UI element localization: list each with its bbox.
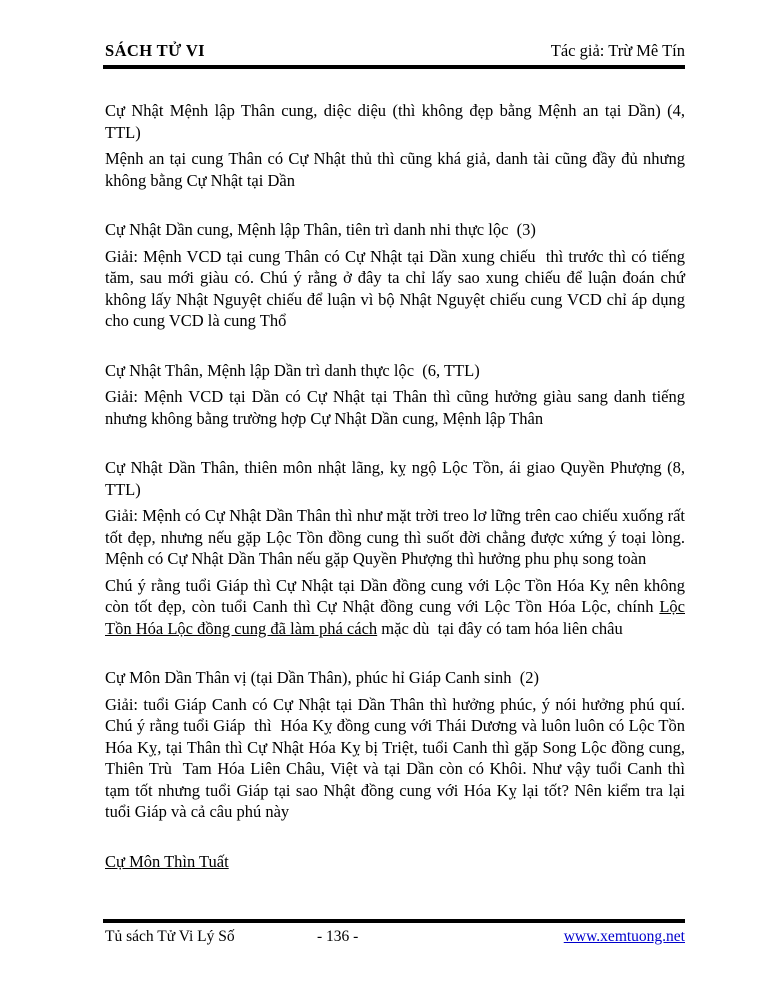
text-run: Chú ý rằng tuổi Giáp thì Cự Nhật tại Dần đồng cung với Lộc Tồn Hóa Kỵ nên không còn tốt đẹp, còn tuổi Canh thì Cự Nhật đồng cung với Lộc Tồn Hóa Lộc, chính	[105, 575, 685, 616]
text-run: Giải: Mệnh VCD tại cung Thân có Cự Nhật tại Dần xung chiếu thì trước thì có tiếng tăm, sau mới giàu có. Chú ý rằng ở đây ta chỉ lấy sao xung chiếu để luận đoán chứ không lấy Nhật Nguyệt chiếu để luận vì bộ Nhật Nguyệt chiếu cung VCD chỉ áp dụng cho cung VCD là cung Thổ	[105, 246, 685, 330]
underlined-phrase: Lộc Tồn Hóa Lộc đồng cung đã làm phá cách	[105, 597, 685, 638]
page-content	[105, 100, 685, 872]
text-section	[105, 457, 685, 639]
text-section	[105, 851, 685, 873]
text-section	[105, 360, 685, 430]
underlined-phrase: Cự Môn Thìn Tuất	[105, 851, 229, 871]
text-section	[105, 100, 685, 191]
paragraph	[105, 100, 685, 143]
paragraph	[105, 386, 685, 429]
header-book-title: SÁCH TỬ VI	[105, 41, 205, 60]
footer-rule	[103, 919, 685, 923]
paragraph	[105, 505, 685, 570]
page-header	[105, 40, 685, 61]
paragraph	[105, 360, 685, 382]
paragraph	[105, 246, 685, 332]
text-section	[105, 219, 685, 332]
text-run: Giải: tuổi Giáp Canh có Cự Nhật tại Dần Thân thì hưởng phúc, ý nói hưởng phú quí. Chú ý rằng tuổi Giáp thì Hóa Kỵ đồng cung với Thái Dương và luôn luôn có Lộc Tồn Hóa Kỵ, tại Thân thì Cự Nhật Hóa Kỵ bị Triệt, tuổi Canh thì gặp Song Lộc đồng cung, Thiên Trù Tam Hóa Liên Châu, Việt và tại Dần còn có Khôi. Như vậy tuổi Canh thì tạm tốt nhưng tuổi Giáp tại sao Nhật đồng cung với Hóa Kỵ lại tốt? Nên kiểm tra lại tuổi Giáp và cả câu phú này	[105, 694, 685, 821]
paragraph	[105, 851, 685, 873]
paragraph	[105, 148, 685, 191]
text-run: Cự Nhật Dần Thân, thiên môn nhật lãng, kỵ ngộ Lộc Tồn, ái giao Quyền Phượng (8, TTL)	[105, 458, 685, 499]
paragraph	[105, 457, 685, 500]
paragraph	[105, 667, 685, 689]
paragraph	[105, 575, 685, 640]
text-run: Giải: Mệnh VCD tại Dần có Cự Nhật tại Thân thì cũng hưởng giàu sang danh tiếng nhưng không bằng trường hợp Cự Nhật Dần cung, Mệnh lập Thân	[105, 387, 685, 428]
text-run: Giải: Mệnh có Cự Nhật Dần Thân thì như mặt trời treo lơ lững trên cao chiếu xuống rất tốt đẹp, nhưng nếu gặp Lộc Tồn đồng cung thì suốt đời chẳng được xứng ý toại lòng. Mệnh có Cự Nhật Dần Thân nếu gặp Quyền Phượng thì hưởng phu phụ song toàn	[105, 506, 685, 568]
header-author: Tác giả: Trừ Mê Tín	[550, 41, 685, 60]
text-run: Cự Nhật Thân, Mệnh lập Dần trì danh thực lộc (6, TTL)	[105, 360, 480, 380]
paragraph	[105, 694, 685, 823]
page-number: - 136 -	[317, 928, 359, 945]
text-run: Cự Nhật Dần cung, Mệnh lập Thân, tiên trì danh nhi thực lộc (3)	[105, 220, 536, 239]
text-run: Mệnh an tại cung Thân có Cự Nhật thủ thì cũng khá giả, danh tài cũng đầy đủ nhưng không bằng Cự Nhật tại Dần	[105, 149, 685, 190]
paragraph	[105, 219, 685, 241]
header-rule	[103, 65, 685, 69]
website-link[interactable]: www.xemtuong.net	[563, 928, 685, 945]
text-run: mặc dù tại đây có tam hóa liên châu	[377, 618, 623, 638]
text-run: Cự Nhật Mệnh lập Thân cung, diệc diệu (thì không đẹp bằng Mệnh an tại Dần) (4, TTL)	[105, 101, 685, 142]
text-run: Cự Môn Dần Thân vị (tại Dần Thân), phúc hỉ Giáp Canh sinh (2)	[105, 668, 540, 687]
page-footer	[105, 927, 685, 949]
text-section	[105, 667, 685, 823]
footer-series-title: Tủ sách Tử Vi Lý Số	[105, 928, 235, 945]
